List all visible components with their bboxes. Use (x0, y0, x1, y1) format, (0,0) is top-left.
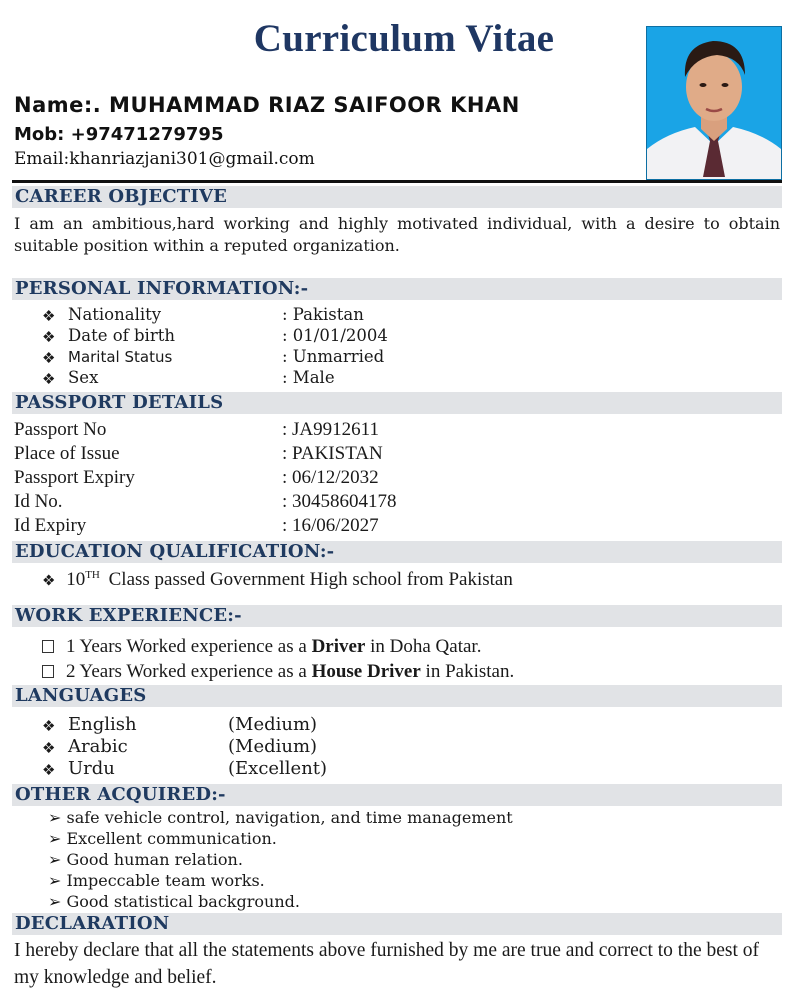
other-item (48, 892, 300, 911)
language-name: Arabic (68, 736, 128, 757)
work-text-bold: Driver (311, 636, 366, 657)
language-name: English (68, 714, 137, 735)
passport-label: Id No. (14, 491, 63, 512)
work-text-post: in Pakistan. (420, 661, 515, 682)
mobile-number: Mob: +97471279795 (14, 124, 224, 145)
personal-value: : Male (282, 368, 335, 387)
education-item (42, 569, 513, 591)
arrowhead-bullet-icon: ➢ (48, 871, 62, 890)
checkbox-bullet-icon (42, 640, 54, 653)
other-item-text: Good human relation. (66, 850, 243, 869)
profile-photo (646, 26, 782, 180)
passport-label: Passport Expiry (14, 467, 135, 488)
diamond-bullet-icon: ❖ (42, 328, 56, 346)
diamond-bullet-icon: ❖ (42, 571, 56, 590)
education-grade-suffix: TH (85, 569, 100, 581)
work-item (42, 636, 481, 658)
language-level: (Excellent) (228, 758, 328, 779)
section-education-qualification: EDUCATION QUALIFICATION:- (12, 541, 782, 563)
language-level: (Medium) (228, 714, 318, 735)
section-work-experience: WORK EXPERIENCE:- (12, 605, 782, 627)
personal-label: Date of birth (68, 326, 175, 345)
cv-title: Curriculum Vitae (253, 17, 555, 60)
section-languages: LANGUAGES (12, 685, 782, 707)
diamond-bullet-icon: ❖ (42, 370, 56, 388)
personal-label: Nationality (68, 305, 162, 324)
passport-label: Id Expiry (14, 515, 87, 536)
diamond-bullet-icon: ❖ (42, 739, 56, 757)
passport-value: : 30458604178 (282, 491, 397, 512)
arrowhead-bullet-icon: ➢ (48, 892, 62, 911)
diamond-bullet-icon: ❖ (42, 717, 56, 735)
checkbox-bullet-icon (42, 665, 54, 678)
career-objective-text: I am an ambitious,hard working and highly motivated individual, with a desire to obtain suitable position within a reputed organization. (14, 214, 780, 255)
other-item (48, 871, 265, 890)
passport-label: Passport No (14, 419, 107, 440)
arrowhead-bullet-icon: ➢ (48, 850, 62, 869)
other-item-text: Excellent communication. (66, 829, 277, 848)
work-text-pre: 2 Years Worked experience as a (66, 661, 312, 682)
passport-value: : 16/06/2027 (282, 515, 379, 536)
language-level: (Medium) (228, 736, 318, 757)
work-text-post: in Doha Qatar. (365, 636, 482, 657)
work-item (42, 661, 514, 683)
diamond-bullet-icon: ❖ (42, 761, 56, 779)
other-item (48, 850, 243, 869)
candidate-name: Name:. MUHAMMAD RIAZ SAIFOOR KHAN (14, 93, 520, 117)
other-item (48, 808, 513, 827)
personal-value: : Unmarried (282, 347, 385, 366)
work-text-bold: House Driver (311, 661, 421, 682)
education-grade: 10 (66, 569, 86, 591)
work-text-pre: 1 Years Worked experience as a (66, 636, 312, 657)
header-divider (12, 180, 782, 183)
section-other-acquired: OTHER ACQUIRED:- (12, 784, 782, 806)
section-career-objective: CAREER OBJECTIVE (12, 186, 782, 208)
portrait-image (647, 27, 781, 179)
other-item-text: Impeccable team works. (66, 871, 265, 890)
language-name: Urdu (68, 758, 115, 779)
education-text: Class passed Government High school from Pakistan (108, 569, 513, 591)
section-passport-details: PASSPORT DETAILS (12, 392, 782, 414)
section-personal-information: PERSONAL INFORMATION:- (12, 278, 782, 300)
passport-value: : PAKISTAN (282, 443, 383, 464)
diamond-bullet-icon: ❖ (42, 349, 56, 367)
arrowhead-bullet-icon: ➢ (48, 829, 62, 848)
passport-value: : 06/12/2032 (282, 467, 379, 488)
section-declaration: DECLARATION (12, 913, 782, 935)
declaration-text: I hereby declare that all the statements above furnished by me are true and correct to the best of my knowledge and belief. (14, 940, 760, 988)
passport-label: Place of Issue (14, 443, 120, 464)
personal-label: Marital Status (68, 348, 173, 366)
personal-label: Sex (68, 368, 99, 387)
other-item-text: safe vehicle control, navigation, and time management (66, 808, 513, 827)
personal-value: : Pakistan (282, 305, 364, 324)
diamond-bullet-icon: ❖ (42, 307, 56, 325)
other-item-text: Good statistical background. (66, 892, 300, 911)
arrowhead-bullet-icon: ➢ (48, 808, 62, 827)
email-address: Email:khanriazjani301@gmail.com (14, 149, 315, 169)
personal-value: : 01/01/2004 (282, 326, 388, 345)
passport-value: : JA9912611 (282, 419, 379, 440)
other-item (48, 829, 277, 848)
